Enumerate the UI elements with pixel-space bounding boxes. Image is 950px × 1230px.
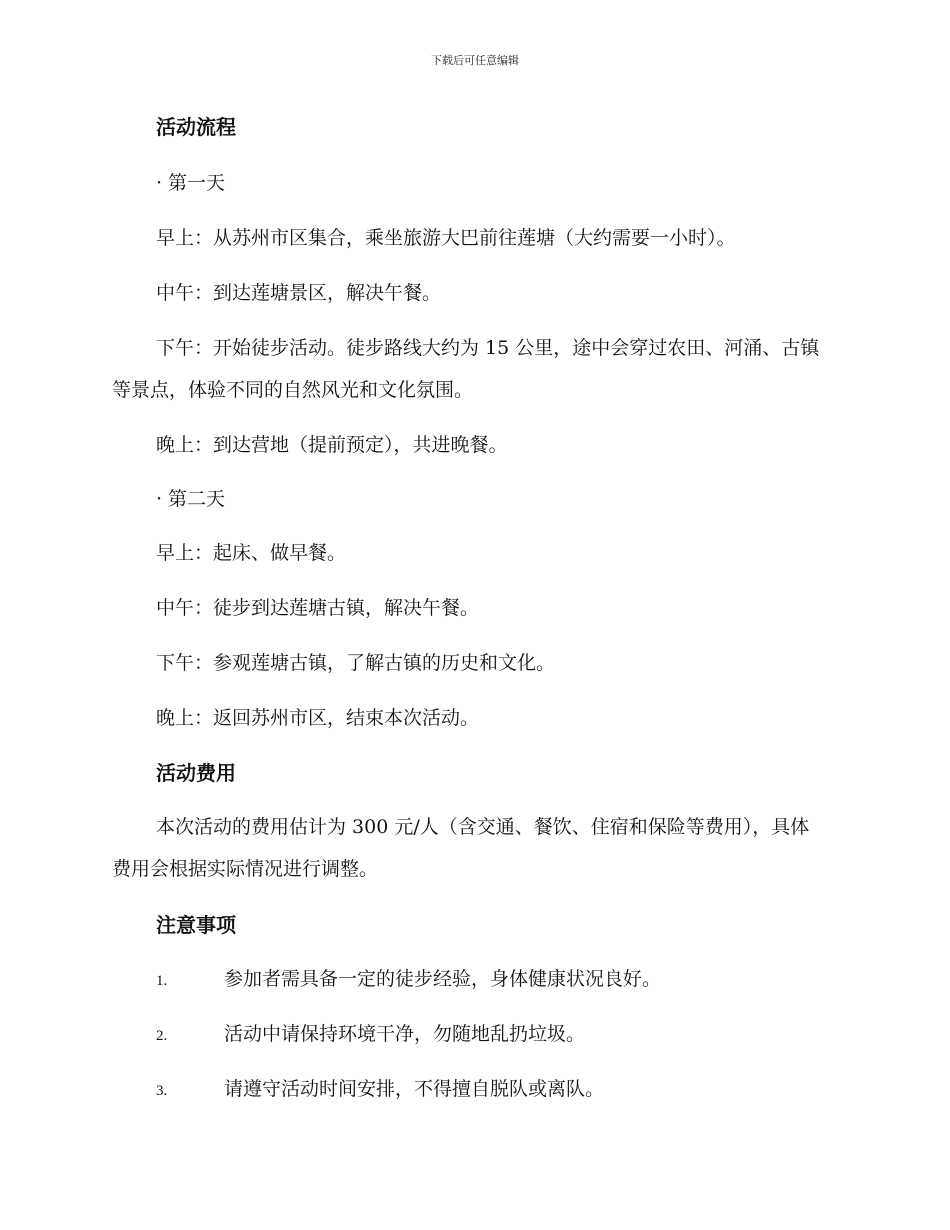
note-item <box>156 1076 604 1104</box>
header-note: 下载后可任意编辑 <box>431 54 519 67</box>
bullet-dot-icon: · <box>156 172 163 194</box>
day2-morning: 早上：起床、做早餐。 <box>156 542 347 564</box>
note-text: 请遵守活动时间安排，不得擅自脱队或离队。 <box>224 1078 605 1100</box>
section-title-cost: 活动费用 <box>156 761 236 785</box>
day2-afternoon: 下午：参观莲塘古镇，了解古镇的历史和文化。 <box>156 652 556 674</box>
day1-morning: 早上：从苏州市区集合，乘坐旅游大巴前往莲塘（大约需要一小时）。 <box>156 227 736 249</box>
section-title-notes: 注意事项 <box>156 913 236 937</box>
day1-evening: 晚上：到达营地（提前预定），共进晚餐。 <box>156 434 508 456</box>
cost-text: 本次活动的费用估计为 300 元/人（含交通、餐饮、住宿和保险等费用），具体费用会根据实际情况进行调整。 <box>112 816 810 880</box>
note-text: 活动中请保持环境干净，勿随地乱扔垃圾。 <box>224 1023 586 1045</box>
day1-noon: 中午：到达莲塘景区，解决午餐。 <box>156 282 442 304</box>
day1-label-text: 第一天 <box>168 172 226 194</box>
note-text: 参加者需具备一定的徒步经验，身体健康状况良好。 <box>224 968 662 990</box>
note-item <box>156 1021 585 1049</box>
bullet-dot-icon: · <box>156 488 163 510</box>
section-title-process: 活动流程 <box>156 115 236 139</box>
day2-noon: 中午：徒步到达莲塘古镇，解决午餐。 <box>156 597 480 619</box>
note-number: 1. <box>156 973 168 989</box>
note-number: 3. <box>156 1083 168 1099</box>
day1-label <box>156 170 225 196</box>
day2-label-text: 第二天 <box>168 488 226 510</box>
day2-evening: 晚上：返回苏州市区，结束本次活动。 <box>156 707 480 729</box>
day1-afternoon: 下午：开始徒步活动。徒步路线大约为 15 公里，途中会穿过农田、河涌、古镇等景点，体验不同的自然风光和文化氛围。 <box>112 337 820 401</box>
note-number: 2. <box>156 1028 168 1044</box>
day2-label <box>156 486 225 512</box>
note-item <box>156 966 661 994</box>
